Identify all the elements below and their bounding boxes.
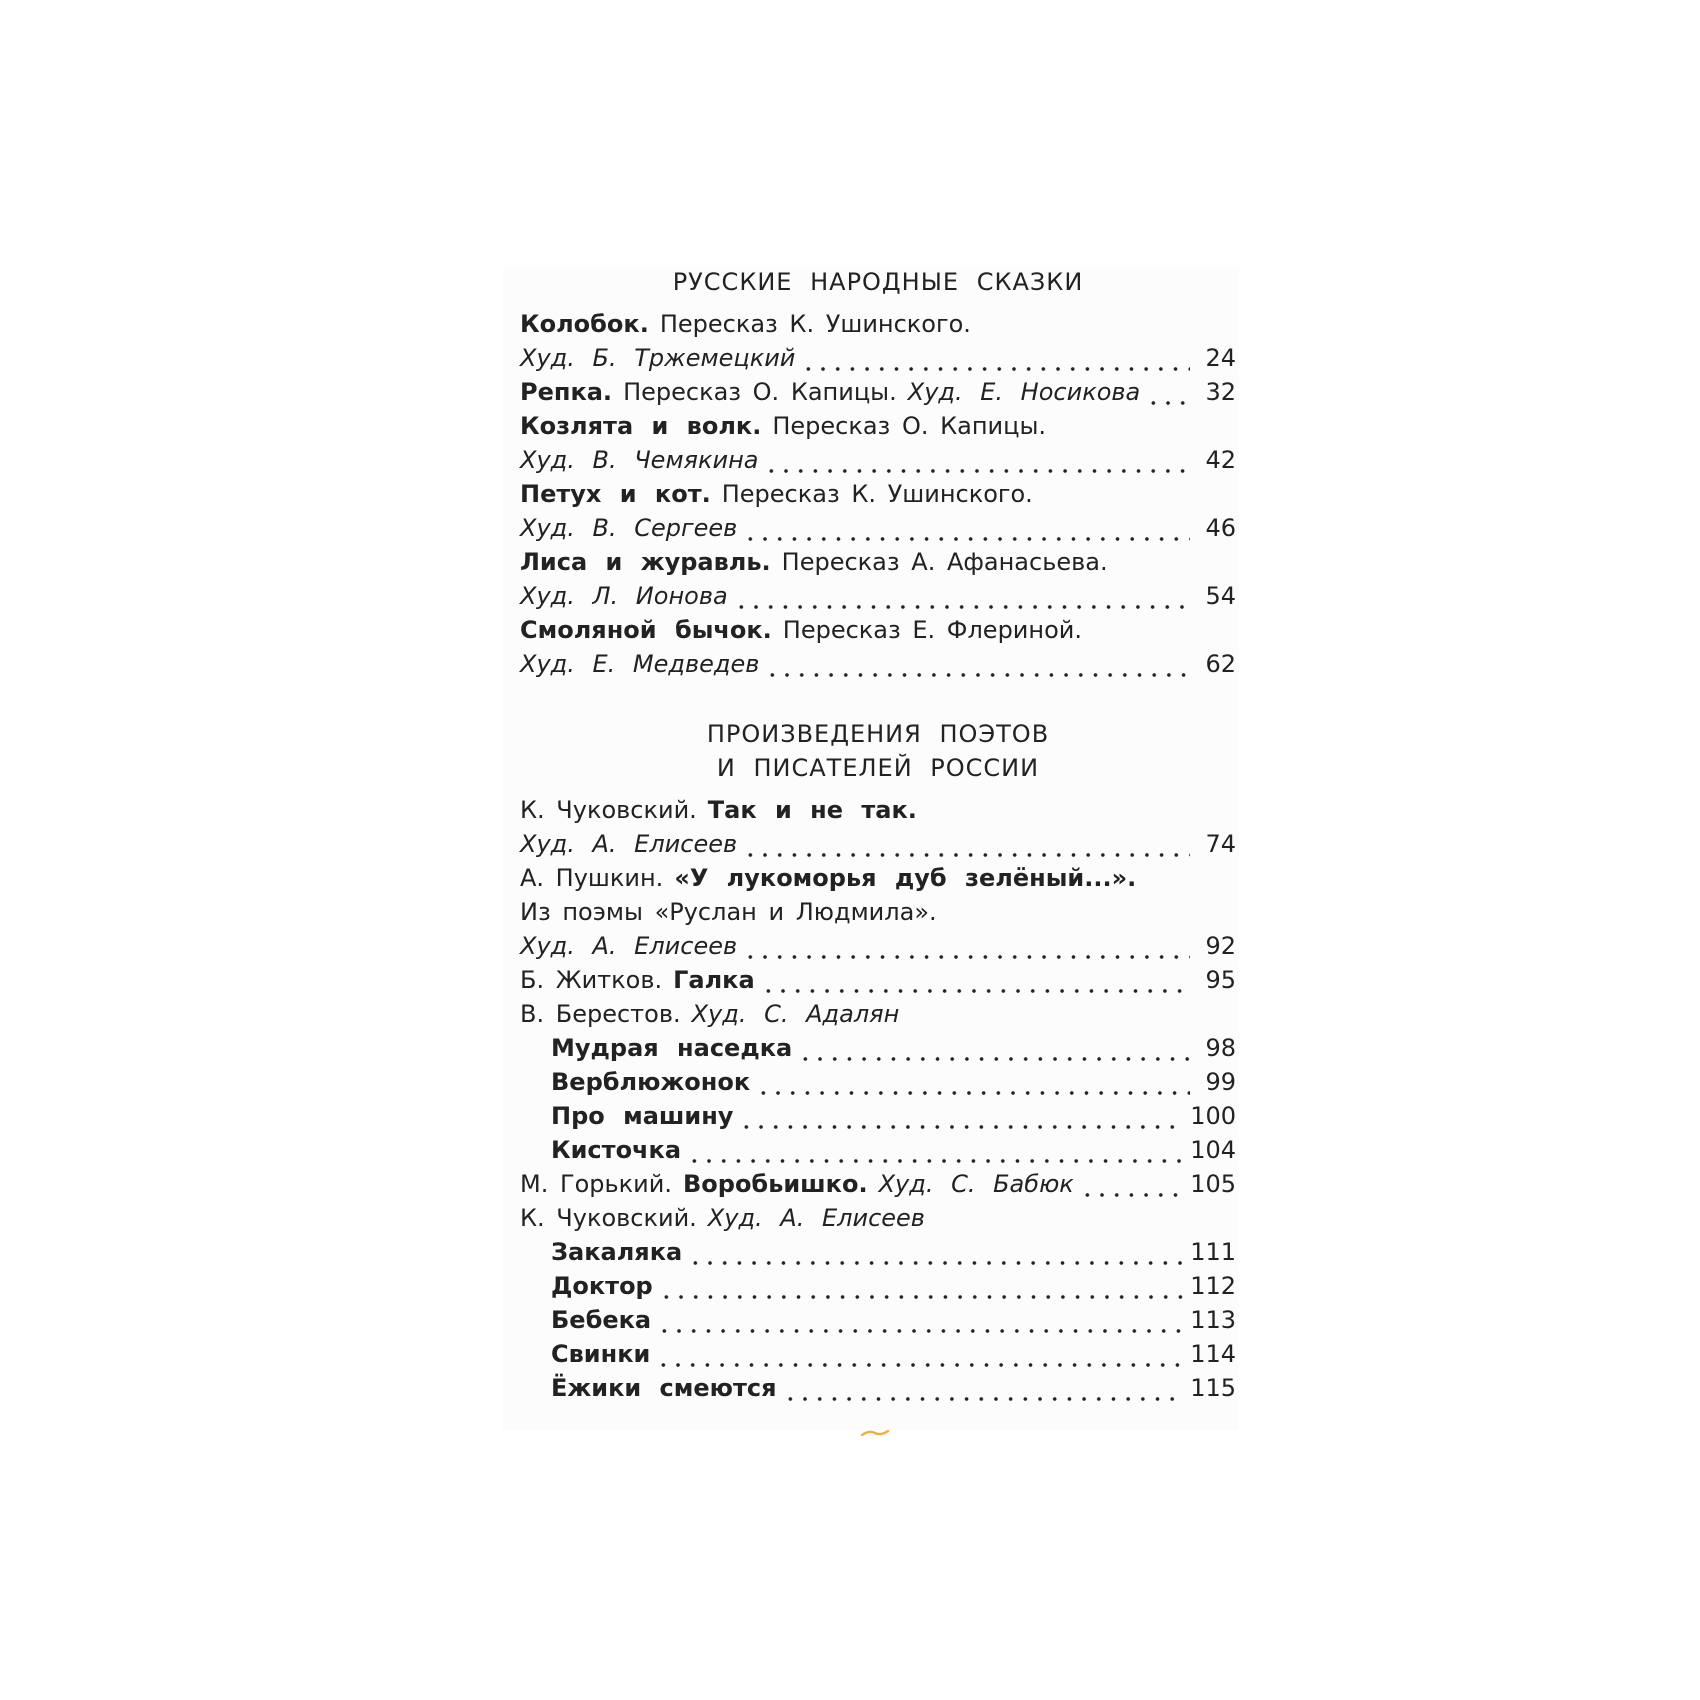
dot-leader bbox=[743, 929, 1190, 963]
page-number: 114 bbox=[1190, 1340, 1236, 1368]
dot-leader bbox=[756, 1065, 1190, 1099]
toc-line bbox=[520, 579, 1236, 613]
toc-line bbox=[520, 341, 1236, 375]
page-number: 62 bbox=[1205, 650, 1236, 678]
dot-leader bbox=[783, 1371, 1185, 1405]
page-number: 99 bbox=[1205, 1068, 1236, 1096]
toc-line bbox=[520, 997, 1236, 1031]
page-number: 42 bbox=[1205, 446, 1236, 474]
illustrator: Худ. Б. Тржемецкий bbox=[520, 344, 796, 372]
dot-leader bbox=[743, 827, 1190, 861]
dot-leader bbox=[657, 1303, 1184, 1337]
dot-leader bbox=[734, 579, 1190, 613]
illustrator: Худ. А. Елисеев bbox=[520, 932, 738, 960]
page-number: 46 bbox=[1205, 514, 1236, 542]
toc-line bbox=[520, 545, 1236, 579]
entry-title: Лиса и журавль. bbox=[520, 548, 771, 576]
page-number: 54 bbox=[1205, 582, 1236, 610]
illustrator: Худ. В. Чемякина bbox=[520, 446, 759, 474]
dot-leader bbox=[764, 443, 1190, 477]
entry-title: Воробьишко. bbox=[682, 1170, 868, 1198]
toc-line bbox=[520, 963, 1236, 997]
toc-line bbox=[520, 1201, 1236, 1235]
page-number: 24 bbox=[1205, 344, 1236, 372]
ornament-swash bbox=[862, 1431, 888, 1435]
toc-line bbox=[520, 511, 1236, 545]
toc-line bbox=[520, 477, 1236, 511]
entry-title: «У лукоморья дуб зелёный...». bbox=[674, 864, 1137, 892]
toc-line bbox=[520, 793, 1236, 827]
retelling-note: Пересказ К. Ушинского. bbox=[659, 310, 971, 338]
ornament-decoration bbox=[860, 1430, 890, 1436]
illustrator: Худ. С. Бабюк bbox=[878, 1170, 1074, 1198]
section-heading: РУССКИЕ НАРОДНЫЕ СКАЗКИ bbox=[672, 268, 1084, 296]
author: А. Пушкин. bbox=[520, 864, 664, 892]
author: М. Горький. bbox=[520, 1170, 672, 1198]
entry-title: Репка. bbox=[520, 378, 613, 406]
toc-line bbox=[520, 861, 1236, 895]
page-number: 74 bbox=[1205, 830, 1236, 858]
toc-line bbox=[520, 1269, 1236, 1303]
toc-line bbox=[520, 647, 1236, 681]
toc-line bbox=[520, 1337, 1236, 1371]
entry-title: Колобок. bbox=[520, 310, 649, 338]
dot-leader bbox=[659, 1269, 1184, 1303]
entry-title: Козлята и волк. bbox=[520, 412, 762, 440]
dot-leader bbox=[687, 1133, 1184, 1167]
entry-title: Кисточка bbox=[551, 1136, 682, 1164]
page-number: 113 bbox=[1190, 1306, 1236, 1334]
retelling-note: Пересказ К. Ушинского. bbox=[721, 480, 1033, 508]
dot-leader bbox=[761, 963, 1190, 997]
page-number: 105 bbox=[1190, 1170, 1236, 1198]
author: В. Берестов. bbox=[520, 1000, 681, 1028]
toc-line bbox=[520, 1133, 1236, 1167]
entry-title: Галка bbox=[673, 966, 755, 994]
table-of-contents bbox=[520, 265, 1236, 1405]
entry-title: Мудрая наседка bbox=[551, 1034, 793, 1062]
toc-line bbox=[520, 1303, 1236, 1337]
retelling-note: Пересказ О. Капицы. bbox=[772, 412, 1047, 440]
page-number: 98 bbox=[1205, 1034, 1236, 1062]
entry-title: Так и не так. bbox=[707, 796, 917, 824]
entry-title: Ёжики смеются bbox=[551, 1374, 777, 1402]
page-number: 100 bbox=[1190, 1102, 1236, 1130]
entry-title: Свинки bbox=[551, 1340, 651, 1368]
entry-title: Смоляной бычок. bbox=[520, 616, 772, 644]
entry-title: Бебека bbox=[551, 1306, 652, 1334]
dot-leader bbox=[765, 647, 1190, 681]
toc-line bbox=[520, 613, 1236, 647]
author: К. Чуковский. bbox=[520, 796, 697, 824]
retelling-note: Пересказ Е. Флериной. bbox=[782, 616, 1083, 644]
toc-line bbox=[520, 895, 1236, 929]
toc-line bbox=[520, 409, 1236, 443]
retelling-note: Пересказ А. Афанасьева. bbox=[781, 548, 1108, 576]
toc-line bbox=[520, 443, 1236, 477]
author: Б. Житков. bbox=[520, 966, 663, 994]
toc-line bbox=[520, 1099, 1236, 1133]
section-heading-line-1: ПРОИЗВЕДЕНИЯ ПОЭТОВ bbox=[706, 720, 1050, 748]
illustrator: Худ. В. Сергеев bbox=[520, 514, 738, 542]
author: К. Чуковский. bbox=[520, 1204, 697, 1232]
entry-title: Петух и кот. bbox=[520, 480, 711, 508]
page-number: 115 bbox=[1190, 1374, 1236, 1402]
illustrator: Худ. А. Елисеев bbox=[707, 1204, 925, 1232]
entry-title: Доктор bbox=[551, 1272, 653, 1300]
dot-leader bbox=[798, 1031, 1190, 1065]
illustrator: Худ. А. Елисеев bbox=[520, 830, 738, 858]
page-number: 112 bbox=[1190, 1272, 1236, 1300]
toc-line bbox=[520, 307, 1236, 341]
toc-line bbox=[520, 1065, 1236, 1099]
page-number: 95 bbox=[1205, 966, 1236, 994]
section-heading-line-2: И ПИСАТЕЛЕЙ РОССИИ bbox=[716, 754, 1040, 782]
illustrator: Худ. Е. Носикова bbox=[907, 378, 1141, 406]
page-number: 32 bbox=[1205, 378, 1236, 406]
toc-line bbox=[520, 1167, 1236, 1201]
entry-title: Верблюжонок bbox=[551, 1068, 751, 1096]
illustrator: Худ. Л. Ионова bbox=[520, 582, 728, 610]
dot-leader bbox=[688, 1235, 1184, 1269]
dot-leader bbox=[739, 1099, 1184, 1133]
illustrator: Худ. Е. Медведев bbox=[520, 650, 760, 678]
source-note: Из поэмы «Руслан и Людмила». bbox=[520, 898, 937, 926]
toc-line bbox=[520, 1031, 1236, 1065]
illustrator: Худ. С. Адалян bbox=[691, 1000, 900, 1028]
dot-leader bbox=[743, 511, 1190, 545]
page-number: 92 bbox=[1205, 932, 1236, 960]
toc-line bbox=[520, 827, 1236, 861]
page-number: 111 bbox=[1190, 1238, 1236, 1266]
retelling-note: Пересказ О. Капицы. bbox=[623, 378, 897, 406]
toc-line bbox=[520, 1235, 1236, 1269]
dot-leader bbox=[1080, 1167, 1184, 1201]
toc-line bbox=[520, 929, 1236, 963]
toc-line bbox=[520, 1371, 1236, 1405]
dot-leader bbox=[656, 1337, 1184, 1371]
dot-leader bbox=[801, 341, 1190, 375]
entry-title: Закаляка bbox=[551, 1238, 683, 1266]
page-number: 104 bbox=[1190, 1136, 1236, 1164]
dot-leader bbox=[1146, 375, 1190, 409]
entry-title: Про машину bbox=[551, 1102, 734, 1130]
toc-line bbox=[520, 375, 1236, 409]
